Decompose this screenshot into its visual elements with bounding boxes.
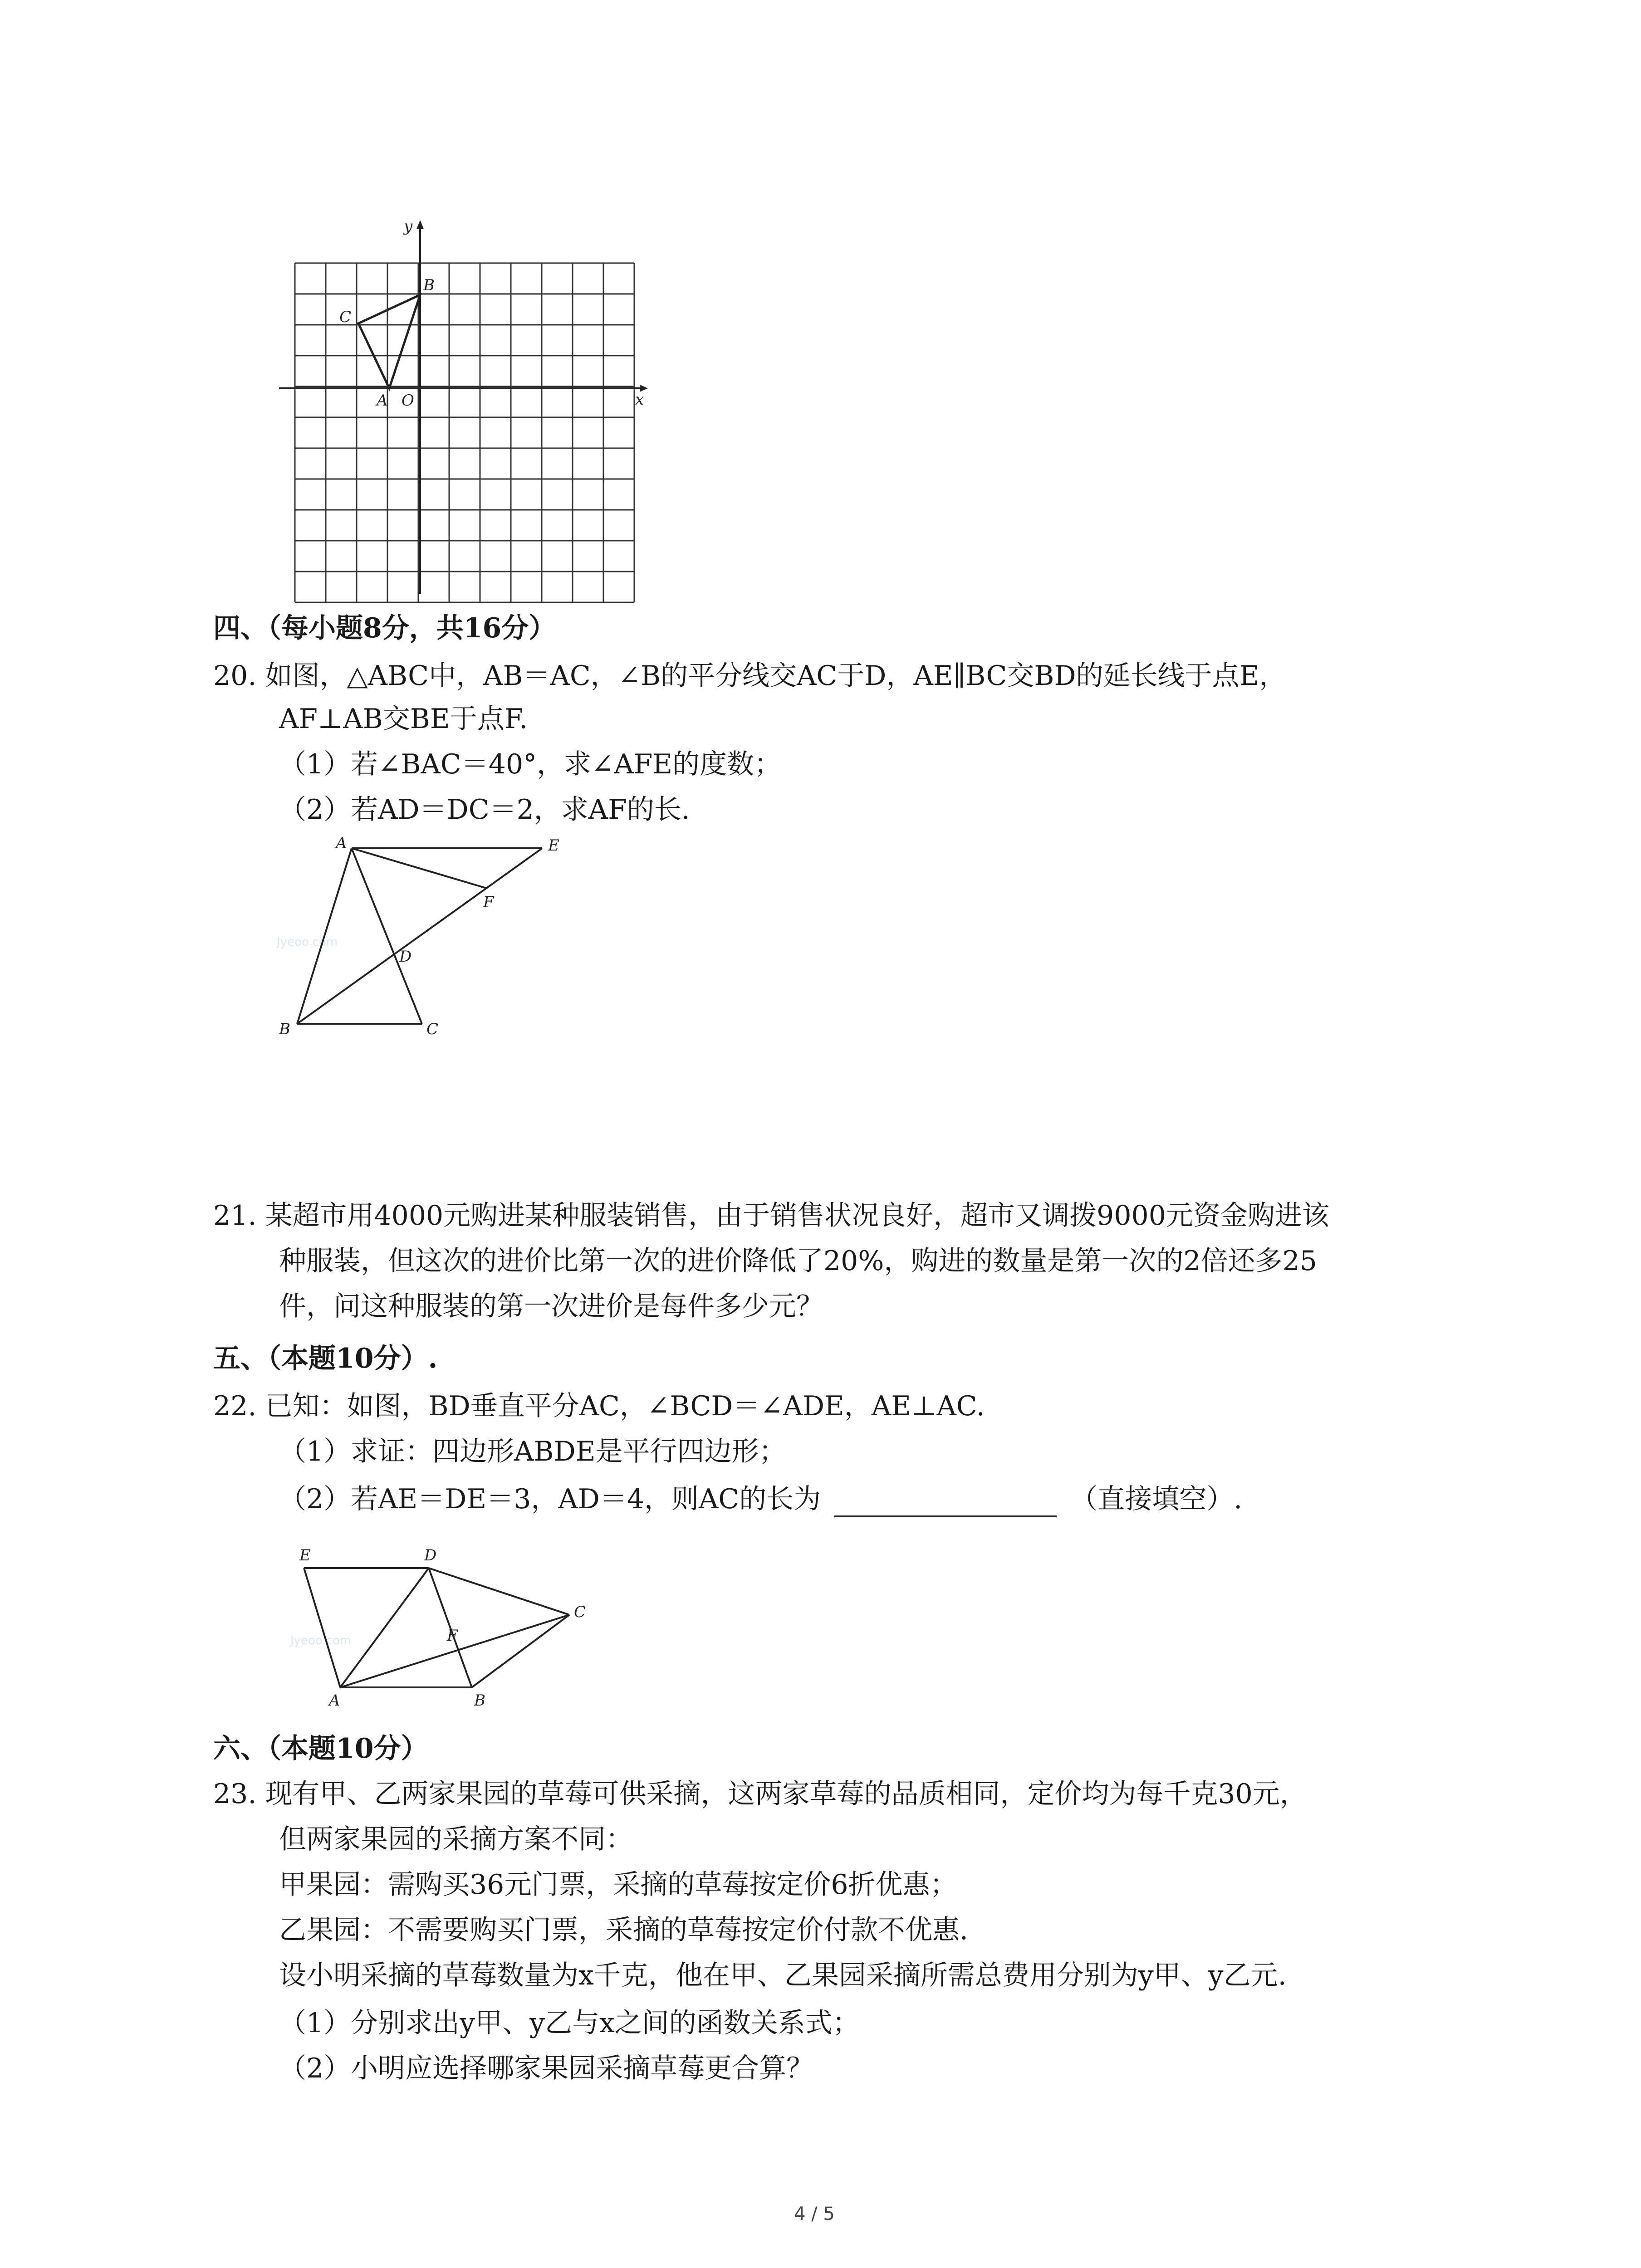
- q22-part2-before: （2）若AE＝DE＝3，AD＝4，则AC的长为: [279, 1483, 821, 1515]
- section-5-heading: 五、（本题10分）.: [213, 1343, 438, 1374]
- q23-part2: （2）小明应选择哪家果园采摘草莓更合算？: [279, 2053, 814, 2084]
- fig22-label-d: D: [424, 1546, 437, 1564]
- q21-line1: 21. 某超市用4000元购进某种服装销售，由于销售状况良好，超市又调拨9000元资金购进该: [213, 1200, 1329, 1232]
- q23-part1: （1）分别求出y甲、y乙与x之间的函数关系式；: [279, 2007, 860, 2039]
- point-b-label: B: [423, 276, 435, 294]
- fig22-label-f: F: [447, 1627, 458, 1645]
- axis-y-label: y: [404, 217, 413, 235]
- fig22-label-b: B: [474, 1691, 485, 1710]
- q23-line3: 甲果园：需购买36元门票，采摘的草莓按定价6折优惠；: [279, 1869, 957, 1901]
- watermark: Jyeoo.com: [277, 935, 338, 949]
- point-c-label: C: [339, 308, 352, 326]
- fig20-label-b: B: [279, 1020, 290, 1038]
- axis-x-label: x: [635, 391, 644, 409]
- q20-figure: [263, 830, 590, 1039]
- q20-part1: （1）若∠BAC＝40°，求∠AFE的度数；: [279, 748, 782, 780]
- q23-line4: 乙果园：不需要购买门票，采摘的草莓按定价付款不优惠.: [279, 1914, 969, 1946]
- section-6-heading: 六、（本题10分）: [213, 1733, 428, 1765]
- q22-line1: 22. 已知：如图，BD垂直平分AC，∠BCD＝∠ADE，AE⊥AC.: [213, 1390, 985, 1422]
- fig22-label-a: A: [329, 1691, 340, 1710]
- fig22-label-c: C: [574, 1603, 586, 1621]
- q22-part2: [279, 1481, 1242, 1517]
- q22-part2-after: （直接填空）.: [1070, 1483, 1243, 1515]
- q21-line3: 件，问这种服装的第一次进价是每件多少元？: [279, 1290, 823, 1322]
- coordinate-grid-figure: [272, 218, 662, 599]
- watermark-2: Jyeoo.com: [290, 1634, 352, 1647]
- q20-line1: 20. 如图，△ABC中，AB＝AC，∠B的平分线交AC于D，AE∥BC交BD的延长线于点E，: [213, 660, 1287, 692]
- fig20-label-c: C: [426, 1020, 439, 1038]
- fig20-label-f: F: [483, 893, 494, 911]
- fig20-label-a: A: [336, 834, 347, 852]
- section-4-heading: 四、（每小题8分，共16分）: [213, 612, 556, 644]
- q23-line5: 设小明采摘的草莓数量为x千克，他在甲、乙果园采摘所需总费用分别为y甲、y乙元.: [279, 1960, 1287, 1991]
- fig20-label-d: D: [399, 948, 412, 966]
- page-number: 4 / 5: [794, 2204, 835, 2224]
- q21-line2: 种服装，但这次的进价比第一次的进价降低了20%，购进的数量是第一次的2倍还多25: [279, 1245, 1317, 1277]
- fig20-label-e: E: [548, 836, 559, 855]
- triangle-abc: [358, 295, 420, 388]
- point-a-label: A: [377, 391, 388, 410]
- q20-line2: AF⊥AB交BE于点F.: [279, 703, 528, 735]
- q20-part2: （2）若AD＝DC＝2，求AF的长.: [279, 794, 690, 826]
- q23-line2: 但两家果园的采摘方案不同：: [279, 1823, 633, 1855]
- origin-label: O: [402, 391, 414, 410]
- y-axis-arrow: [416, 220, 424, 229]
- answer-blank[interactable]: [834, 1489, 1057, 1517]
- q23-line1: 23. 现有甲、乙两家果园的草莓可供采摘，这两家草莓的品质相同，定价均为每千克30元，: [213, 1778, 1307, 1810]
- q22-figure: [281, 1535, 617, 1717]
- q22-part1: （1）求证：四边形ABDE是平行四边形；: [279, 1436, 786, 1467]
- fig22-label-e: E: [299, 1546, 311, 1564]
